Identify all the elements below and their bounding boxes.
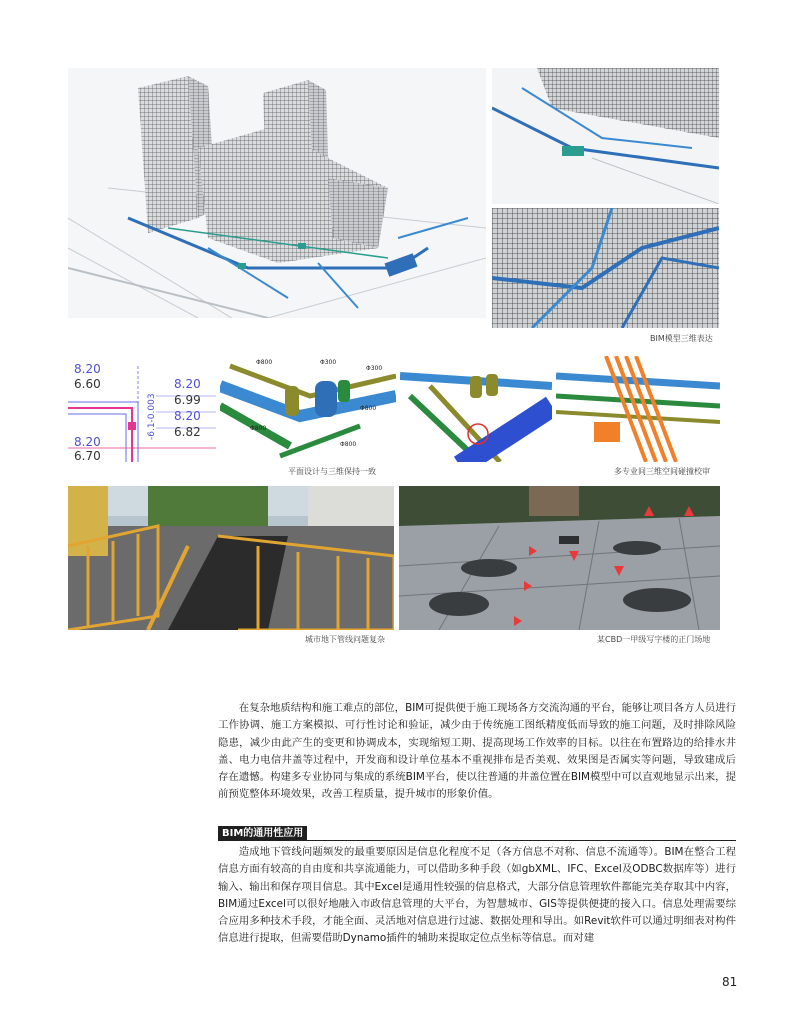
bim-pipe-detail-image-top [492, 68, 719, 204]
plan-label-5: 8.20 [174, 409, 201, 423]
plan-label-4: 6.99 [174, 393, 201, 407]
clash-caption: 多专业间三维空间碰撞校审 [614, 467, 710, 476]
clash-render-image-1 [400, 356, 552, 462]
plan-label-8: 6.70 [74, 449, 101, 462]
pipe-dim-1: Φ800 [256, 359, 273, 366]
plan-label-3: 8.20 [174, 377, 201, 391]
pipe-dim-6: Φ800 [340, 441, 357, 448]
pipe-dim-5: Φ800 [250, 425, 267, 432]
plan-drawing-image [68, 356, 216, 462]
bim-3d-model-image [68, 68, 486, 318]
pipe-dim-4: Φ800 [360, 405, 377, 412]
pipe-render-image-1 [220, 356, 396, 462]
bim-pipe-detail-image-bottom [492, 208, 719, 328]
body-paragraph-1: 在复杂地质结构和施工难点的部位，BIM可提供便于施工现场各方交流沟通的平台，能够让项目各方人员进行工作协调、施工方案模拟、可行性讨论和验证，减少由于传统施工图纸精度低而导致的施工问题，及时排除风险隐患，减少由此产生的变更和协调成本，实现缩短工期、提高现场工作效率的目标。以往在布置路边的给排水井盖、电力电信井盖等过程中，开发商和设计单位基本不重视排布是否美观、效果图是否属实等问题，导致建成后存在遗憾。构建多专业协同与集成的系统BIM平台，使以往普通的井盖位置在BIM模型中可以直观地显示出来，提前预览整体环境效果，改善工程质量，提升城市的形象价值。 [218, 702, 736, 801]
plan-label-1: 8.20 [74, 362, 101, 376]
section-heading: BIM的通用性应用 [218, 826, 307, 841]
page-number: 81 [722, 975, 738, 989]
plan-label-7: 8.20 [74, 435, 101, 449]
cbd-caption: 某CBD一甲级写字楼的正门场地 [597, 635, 711, 644]
plan-label-6: 6.82 [174, 425, 201, 439]
plan-label-2: 6.60 [74, 377, 101, 391]
pipe-dim-2: Φ300 [320, 359, 337, 366]
bim-3d-caption: BIM模型三维表达 [650, 334, 713, 343]
pipeline-caption: 城市地下管线问题复杂 [305, 635, 385, 644]
body-paragraph-2: 造成地下管线问题频发的最重要原因是信息化程度不足（各方信息不对称、信息不流通等）。BIM在整合工程信息方面有较高的自由度和共享流通能力，可以借助多种手段（如gbXML、IFC、Excel及ODBC数据库等）进行输入、输出和保存项目信息。其中Excel是通用性较强的信息格式，大部分信息管理软件都能完美存取其中内容，BIM通过Excel可以很好地融入市政信息管理的大平台，为智慧城市、GIS等提供便捷的接入口。信息处理需要综合应用多种技术手段，才能全面、灵活地对信息进行过滤、数据处理和导出。如Revit软件可以通过明细表对构件信息进行提取，但需要借助Dynamo插件的辅助来提取定位点坐标等信息。而对建 [218, 846, 736, 945]
pipe-dim-3: Φ300 [366, 365, 383, 372]
urban-pipeline-photo [68, 486, 394, 630]
plan-3d-caption: 平面设计与三维保持一致 [288, 467, 376, 476]
clash-render-image-2 [556, 356, 720, 462]
cbd-entrance-photo [399, 486, 720, 630]
section-heading-rule [218, 840, 736, 841]
plan-label-9: -6.1-0.003 [147, 393, 157, 440]
